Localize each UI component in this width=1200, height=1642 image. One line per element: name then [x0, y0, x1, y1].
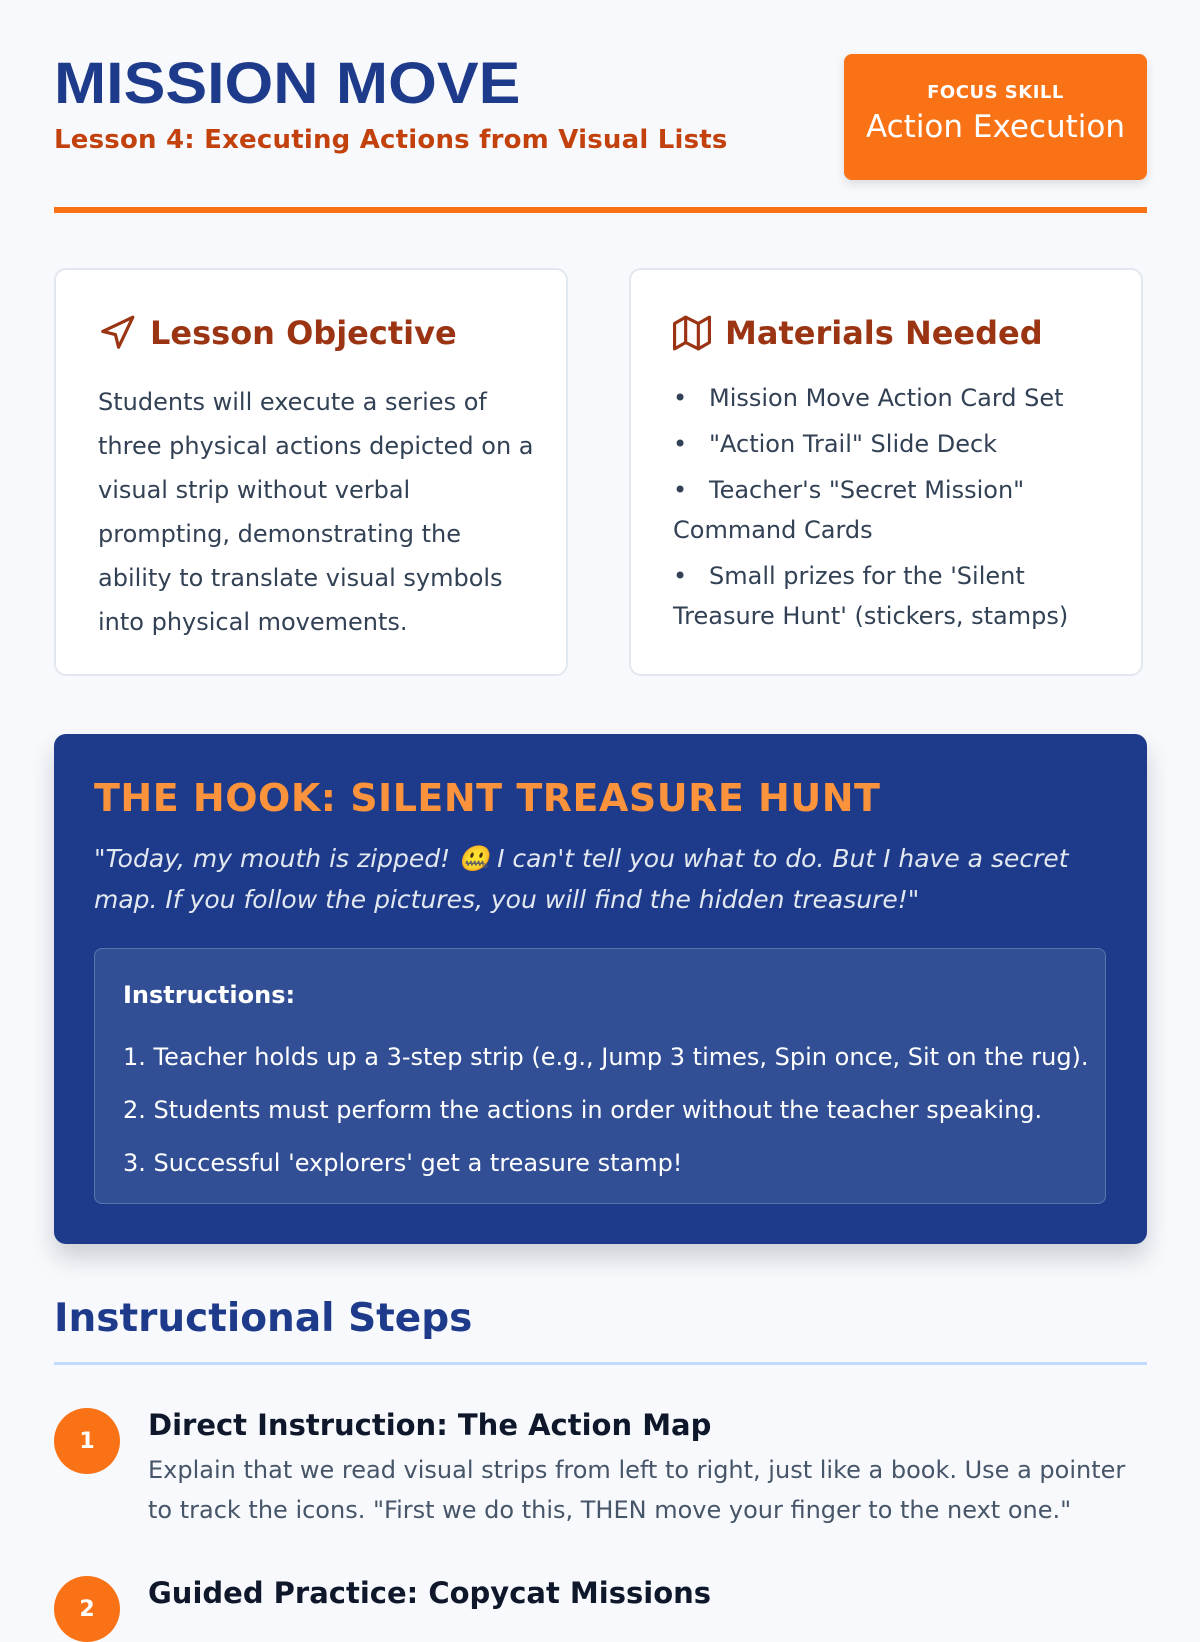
instruction-item: 3. Successful 'explorers' get a treasure stamp! — [123, 1149, 683, 1177]
focus-skill-value: Action Execution — [865, 109, 1126, 145]
material-text: Small prizes for the 'Silent Treasure Hunt' (stickers, stamps) — [673, 562, 1069, 630]
instruction-item: 2. Students must perform the actions in order without the teacher speaking. — [123, 1096, 1043, 1124]
map-icon — [673, 314, 711, 352]
steps-title: Instructional Steps — [54, 1296, 473, 1341]
step-description: Explain that we read visual strips from left to right, just like a book. Use a pointer to track the icons. "First we do this, THEN move your finger to the next one." — [148, 1456, 1126, 1524]
focus-skill-label: FOCUS SKILL — [927, 82, 1064, 103]
instructions-box — [94, 948, 1106, 1204]
objective-card — [54, 268, 568, 676]
instruction-item: 1. Teacher holds up a 3-step strip (e.g., Jump 3 times, Spin once, Sit on the rug). — [123, 1043, 1089, 1071]
step-title: Direct Instruction: The Action Map — [148, 1408, 712, 1442]
objective-card-header — [98, 314, 457, 352]
hook-quote: "Today, my mouth is zipped! 🤐 I can't tell you what to do. But I have a secret map. If you follow the pictures, you will find the hidden treasure!" — [94, 844, 1069, 914]
hook-section — [54, 734, 1147, 1244]
navigation-arrow-icon — [98, 314, 136, 352]
bullet: • — [673, 384, 688, 412]
hook-title: THE HOOK: SILENT TREASURE HUNT — [94, 776, 881, 820]
list-item — [673, 556, 1093, 636]
step-title: Guided Practice: Copycat Missions — [148, 1576, 712, 1610]
lesson-subtitle: Lesson 4: Executing Actions from Visual Lists — [54, 125, 728, 155]
list-item — [673, 470, 1093, 550]
list-item — [673, 378, 1093, 418]
list-item — [673, 424, 1093, 464]
info-cards — [54, 268, 1147, 680]
lesson-header — [54, 0, 1147, 214]
bullet: • — [673, 562, 688, 590]
instructions-label: Instructions: — [123, 981, 296, 1009]
focus-skill-badge — [844, 54, 1147, 180]
material-text: Mission Move Action Card Set — [709, 384, 1064, 412]
steps-divider — [54, 1362, 1147, 1365]
material-text: Teacher's "Secret Mission" Command Cards — [673, 476, 1025, 544]
objective-title: Lesson Objective — [150, 314, 457, 352]
page-title: MISSION MOVE — [54, 51, 521, 116]
materials-card — [629, 268, 1143, 676]
bullet: • — [673, 430, 688, 458]
objective-text: Students will execute a series of three physical actions depicted on a visual strip without verbal prompting, demonstrating the ability to translate visual symbols into physical movements. — [98, 388, 534, 636]
materials-list — [673, 378, 1093, 642]
lesson-page — [54, 0, 1147, 1622]
header-divider — [54, 207, 1147, 213]
step-number-badge: 2 — [54, 1576, 120, 1642]
material-text: "Action Trail" Slide Deck — [709, 430, 998, 458]
step-number-badge: 1 — [54, 1408, 120, 1474]
materials-card-header — [673, 314, 1043, 352]
instructions-list — [123, 1031, 1089, 1190]
bullet: • — [673, 476, 688, 504]
materials-title: Materials Needed — [725, 314, 1043, 352]
